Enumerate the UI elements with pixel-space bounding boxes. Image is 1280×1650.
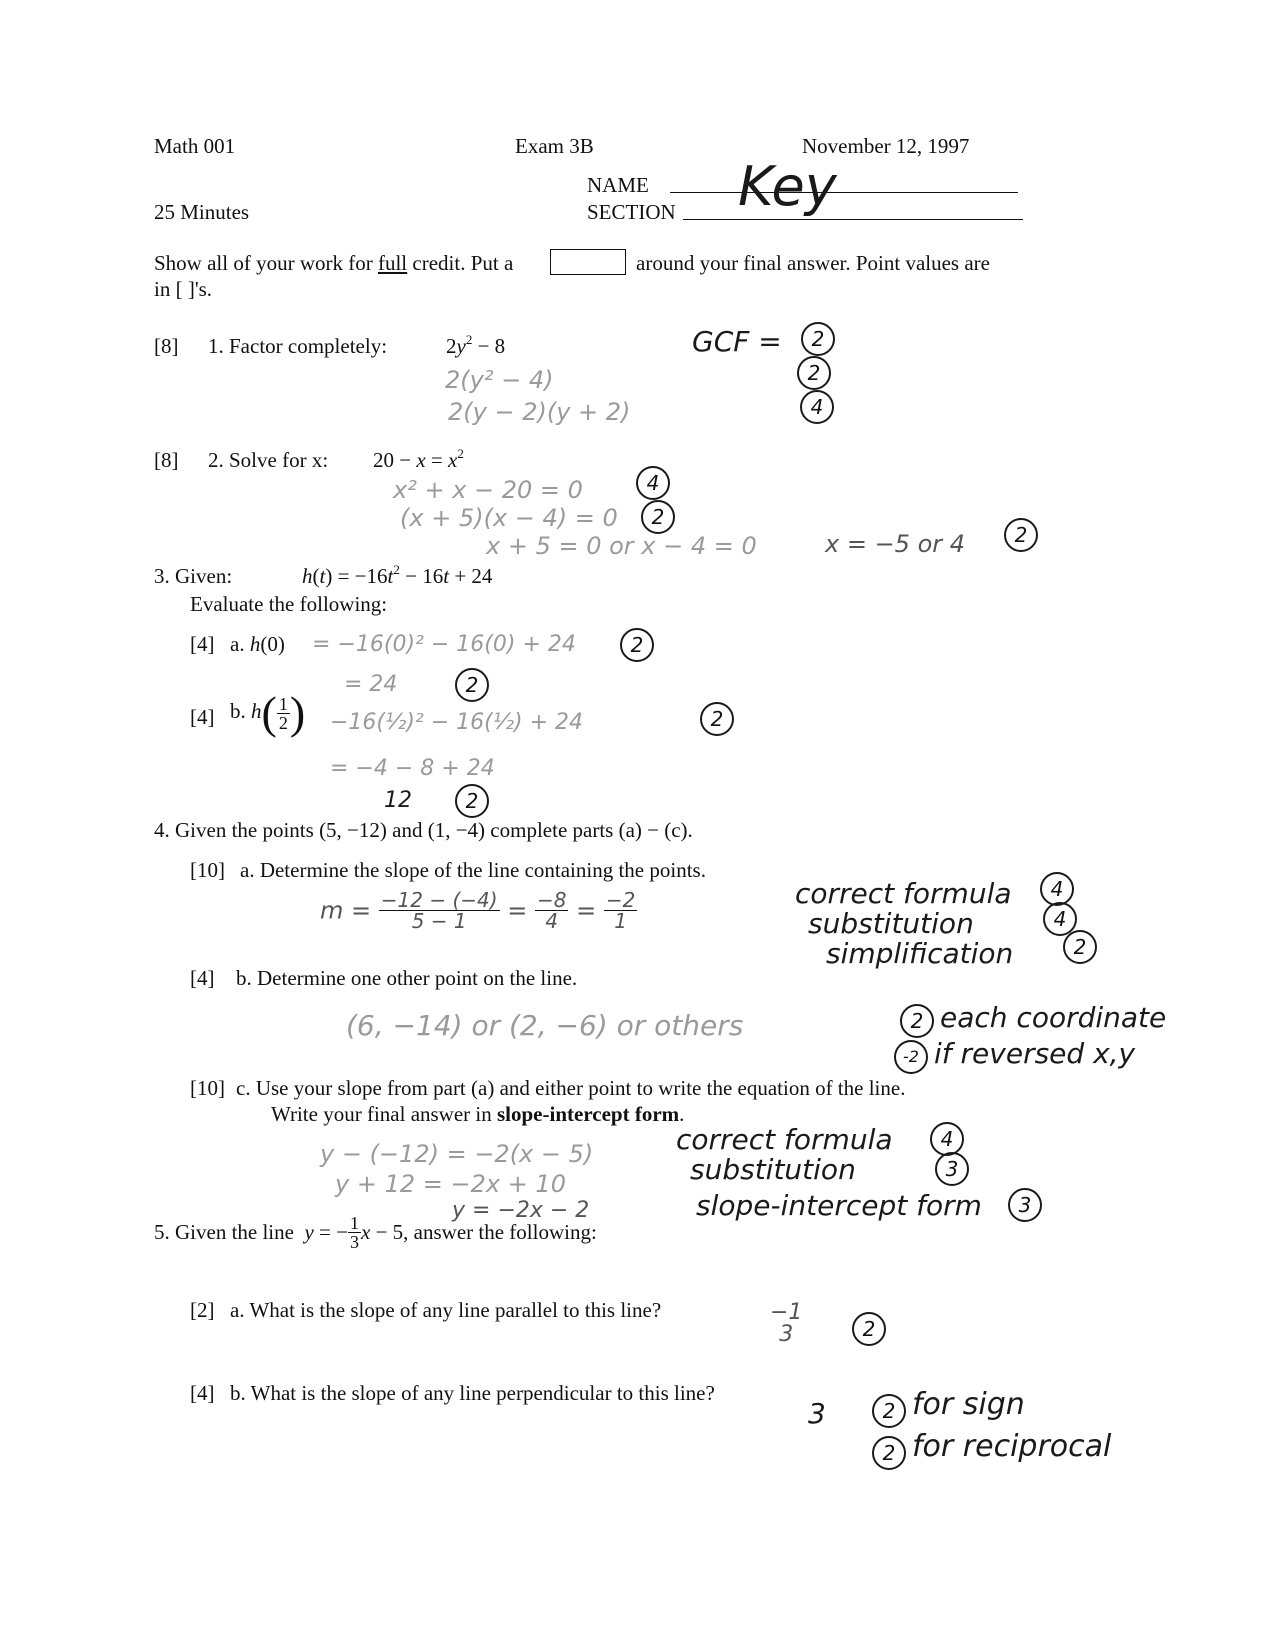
q4-label: 4. Given the points (5, −12) and (1, −4) complete parts (a) − (c). — [154, 818, 693, 842]
q4a-note-1: correct formula — [795, 877, 1012, 910]
q4b-mark-1: 2 — [900, 1004, 934, 1038]
q3-subheading: Evaluate the following: — [190, 592, 388, 616]
q4b-points: [4] — [190, 966, 215, 990]
q4c-points: [10] — [190, 1076, 225, 1100]
q2-work-2: (x + 5)(x − 4) = 0 — [400, 504, 618, 532]
q3a-label: a. h(0) — [230, 632, 285, 656]
q2-answer: x = −5 or 4 — [825, 530, 966, 558]
q4a-work: m = $\frac{-12 - (-4)}{5 - 1}$ = $\frac{-8}{4}$ = $\frac{-2}{1}$ — [320, 888, 636, 933]
q4c-mark-1: 4 — [930, 1122, 964, 1156]
q2-label: 2. Solve for x: — [208, 448, 329, 472]
q4c-note-3: slope-intercept form — [696, 1189, 982, 1222]
q4c-note-2: substitution — [690, 1153, 856, 1186]
q4c-mark-3: 3 — [1008, 1188, 1042, 1222]
q4a-label: a. Determine the slope of the line containing the points. — [240, 858, 706, 882]
q4b-mark-2: -2 — [894, 1040, 928, 1074]
q3b-points: [4] — [190, 705, 215, 729]
exam-duration: 25 Minutes — [154, 200, 250, 224]
instructions-line-3: in [ ]'s. — [154, 277, 213, 301]
q3a-mark-2: 2 — [455, 668, 489, 702]
answer-box-example — [550, 249, 626, 275]
q4b-work: (6, −14) or (2, −6) or others — [346, 1009, 744, 1042]
name-label: NAME — [587, 173, 649, 197]
course-title: Math 001 — [154, 134, 236, 158]
exam-date: November 12, 1997 — [802, 134, 970, 158]
q4c-note-1: correct formula — [676, 1123, 893, 1156]
q1-mark-2: 2 — [797, 356, 831, 390]
q3b-work-3: 12 — [384, 788, 412, 813]
section-line — [683, 219, 1023, 220]
q4b-label: b. Determine one other point on the line. — [236, 966, 578, 990]
q4b-note-1: each coordinate — [940, 1001, 1167, 1034]
q5a-points: [2] — [190, 1298, 215, 1322]
q1-note-gcf: GCF = — [692, 325, 782, 358]
q3b-work-2: = −4 − 8 + 24 — [330, 756, 495, 781]
q4c-label: c. Use your slope from part (a) and either point to write the equation of the line. — [236, 1076, 906, 1100]
q5b-label: b. What is the slope of any line perpendicular to this line? — [230, 1381, 715, 1405]
q5b-mark-2: 2 — [872, 1436, 906, 1470]
q4c-work-3: y = −2x − 2 — [452, 1198, 590, 1223]
q3a-work-1: = −16(0)² − 16(0) + 24 — [312, 632, 576, 657]
q2-points: [8] — [154, 448, 179, 472]
exam-title: Exam 3B — [515, 134, 594, 158]
q2-work-1: x² + x − 20 = 0 — [393, 476, 583, 504]
q3b-mark-1: 2 — [700, 702, 734, 736]
q1-points: [8] — [154, 334, 179, 358]
q4c-work-2: y + 12 = −2x + 10 — [335, 1170, 566, 1198]
q4a-note-2: substitution — [808, 907, 974, 940]
q2-equation: $20 - x = x^2$ — [373, 446, 464, 472]
q1-work-2: 2(y − 2)(y + 2) — [448, 398, 631, 426]
q3-function: $h(t) = -16t^2 - 16t + 24$ — [302, 562, 493, 588]
q5a-label: a. What is the slope of any line parallel to this line? — [230, 1298, 662, 1322]
instructions-line-1: Show all of your work for full credit. Put a — [154, 251, 514, 275]
q1-label: 1. Factor completely: — [208, 334, 388, 358]
q4a-points: [10] — [190, 858, 225, 882]
q2-work-3: x + 5 = 0 or x − 4 = 0 — [486, 532, 757, 560]
instructions-line-2: around your final answer. Point values are — [636, 251, 990, 275]
q2-mark-2: 2 — [641, 500, 675, 534]
q4c-mark-2: 3 — [935, 1152, 969, 1186]
section-label: SECTION — [587, 200, 676, 224]
name-value-handwritten: Key — [738, 155, 837, 218]
q1-work-1: 2(y² − 4) — [445, 366, 554, 394]
q2-mark-1: 4 — [636, 466, 670, 500]
q3-label: 3. Given: — [154, 564, 233, 588]
q4a-mark-1: 4 — [1040, 872, 1074, 906]
q5b-mark-1: 2 — [872, 1394, 906, 1428]
q3b-mark-2: 2 — [455, 784, 489, 818]
q5-label: 5. Given the line y = − $\frac{1}{3}$ x − 5, answer the following: — [154, 1213, 597, 1252]
q5b-answer: 3 — [808, 1397, 826, 1430]
q5b-note-1: for sign — [912, 1387, 1025, 1422]
q1-mark-3: 4 — [800, 390, 834, 424]
q1-expression: $2y^2 - 8$ — [446, 332, 506, 358]
name-line — [670, 192, 1018, 193]
q2-mark-3: 2 — [1004, 518, 1038, 552]
q4a-mark-3: 2 — [1063, 930, 1097, 964]
q4a-note-3: simplification — [826, 937, 1014, 970]
q3b-label: b. h( $\frac{1}{2}$ ) — [230, 687, 306, 738]
q1-mark-1: 2 — [801, 322, 835, 356]
q3a-points: [4] — [190, 632, 215, 656]
q3b-work-1: −16(½)² − 16(½) + 24 — [330, 710, 584, 735]
q3a-work-2: = 24 — [344, 672, 398, 697]
q4c-work-1: y − (−12) = −2(x − 5) — [320, 1140, 594, 1168]
q5b-points: [4] — [190, 1381, 215, 1405]
q5a-mark: 2 — [852, 1312, 886, 1346]
q4c-label-2: Write your final answer in slope-intercept form. — [271, 1102, 685, 1126]
q4a-mark-2: 4 — [1043, 902, 1077, 936]
q5a-answer: −1 3 — [770, 1300, 803, 1347]
q4b-note-2: if reversed x,y — [934, 1037, 1136, 1070]
q5b-note-2: for reciprocal — [912, 1429, 1112, 1464]
q3a-mark-1: 2 — [620, 628, 654, 662]
